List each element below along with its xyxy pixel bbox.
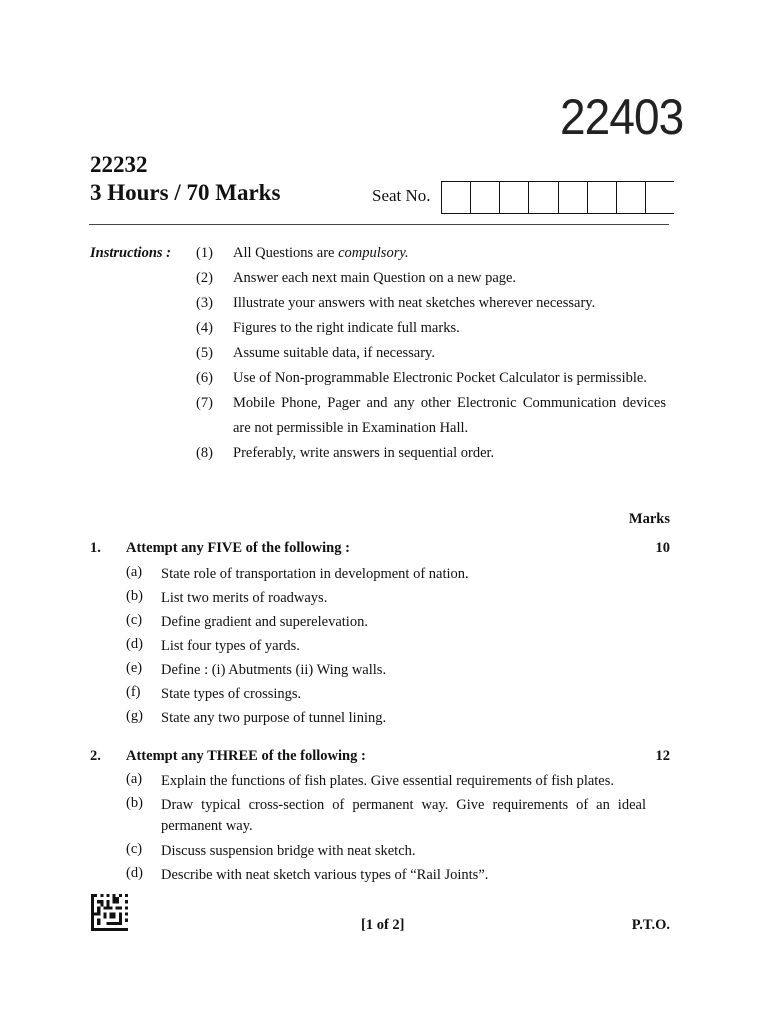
header-divider — [89, 224, 669, 225]
seat-digit-box[interactable] — [558, 182, 587, 213]
seat-digit-box[interactable] — [499, 182, 528, 213]
instruction-number: (5) — [196, 345, 213, 361]
sub-question — [126, 564, 646, 588]
sub-question-letter: (f) — [126, 684, 141, 700]
seat-digit-box[interactable] — [587, 182, 616, 213]
seat-number-boxes[interactable] — [441, 181, 674, 214]
sub-question-text: State any two purpose of tunnel lining. — [161, 710, 387, 726]
instruction-number: (2) — [196, 270, 213, 286]
subject-code: 22232 — [90, 152, 148, 177]
question-marks: 12 — [655, 748, 670, 764]
sub-question-letter: (c) — [126, 841, 143, 857]
instruction-text: Mobile Phone, Pager and any other Electronic Communication devices are not permissible in Examination Hall. — [233, 395, 666, 436]
sub-question-text: Draw typical cross-section of permanent way. Give requirements of an ideal permanent way. — [161, 797, 646, 834]
paper-code: 22403 — [560, 89, 684, 145]
sub-question — [126, 795, 646, 841]
sub-question-letter: (e) — [126, 660, 143, 676]
sub-question-text: Describe with neat sketch various types of “Rail Joints”. — [161, 867, 489, 883]
sub-question-text: Define gradient and superelevation. — [161, 614, 368, 630]
please-turn-over: P.T.O. — [631, 917, 670, 933]
instruction-text: Assume suitable data, if necessary. — [233, 345, 435, 361]
instruction-item — [196, 395, 666, 445]
instruction-number: (1) — [196, 245, 213, 261]
question-number: 1. — [90, 540, 101, 556]
sub-question-letter: (b) — [126, 588, 143, 604]
instruction-number: (8) — [196, 445, 213, 461]
sub-question-text: Explain the functions of fish plates. Give essential requirements of fish plates. — [161, 773, 615, 789]
marks-column-heading: Marks — [628, 511, 670, 527]
datamatrix-code-icon — [91, 894, 128, 931]
sub-question — [126, 660, 646, 684]
sub-question-letter: (b) — [126, 795, 143, 811]
sub-question-letter: (c) — [126, 612, 143, 628]
sub-question — [126, 771, 646, 795]
sub-question — [126, 612, 646, 636]
sub-question — [126, 684, 646, 708]
instruction-number: (4) — [196, 320, 213, 336]
instruction-text-emphasis: compulsory. — [338, 245, 409, 261]
sub-question-letter: (g) — [126, 708, 143, 724]
sub-question-list — [126, 771, 646, 889]
instruction-text: Figures to the right indicate full marks. — [233, 320, 460, 336]
seat-number-label: Seat No. — [372, 186, 431, 205]
instruction-text: Illustrate your answers with neat sketches wherever necessary. — [233, 295, 596, 311]
question-heading — [90, 540, 670, 557]
question-marks: 10 — [655, 540, 670, 556]
instruction-number: (7) — [196, 395, 213, 411]
sub-question-letter: (d) — [126, 865, 143, 881]
sub-question — [126, 865, 646, 889]
seat-digit-box[interactable] — [528, 182, 557, 213]
instructions-list — [196, 245, 666, 470]
seat-digit-box[interactable] — [616, 182, 645, 213]
sub-question — [126, 588, 646, 612]
instruction-text: Use of Non-programmable Electronic Pocket Calculator is permissible. — [233, 370, 647, 386]
sub-question-letter: (a) — [126, 564, 143, 580]
sub-question-text: List two merits of roadways. — [161, 590, 328, 606]
question-heading — [90, 748, 670, 765]
sub-question-text: Define : (i) Abutments (ii) Wing walls. — [161, 662, 387, 678]
sub-question-text: List four types of yards. — [161, 638, 300, 654]
seat-digit-box[interactable] — [645, 182, 674, 213]
instruction-number: (3) — [196, 295, 213, 311]
question-title: Attempt any FIVE of the following : — [126, 540, 350, 556]
instruction-text — [233, 241, 666, 266]
instruction-text: Answer each next main Question on a new page. — [233, 270, 517, 286]
instruction-text-plain: All Questions are — [233, 245, 339, 261]
instruction-item — [196, 445, 666, 470]
seat-digit-box[interactable] — [441, 182, 470, 213]
duration-marks: 3 Hours / 70 Marks — [90, 180, 281, 205]
sub-question-text: Discuss suspension bridge with neat sketch. — [161, 843, 416, 859]
sub-question-letter: (d) — [126, 636, 143, 652]
sub-question — [126, 841, 646, 865]
instructions-label: Instructions : — [90, 245, 171, 261]
sub-question-text: State types of crossings. — [161, 686, 302, 702]
seat-digit-box[interactable] — [470, 182, 499, 213]
instruction-text: Preferably, write answers in sequential order. — [233, 445, 495, 461]
question-number: 2. — [90, 748, 101, 764]
question-title: Attempt any THREE of the following : — [126, 748, 366, 764]
sub-question-letter: (a) — [126, 771, 143, 787]
page-number: [1 of 2] — [361, 917, 405, 933]
sub-question-text: State role of transportation in development of nation. — [161, 566, 469, 582]
sub-question — [126, 636, 646, 660]
instruction-number: (6) — [196, 370, 213, 386]
sub-question — [126, 708, 646, 732]
sub-question-list — [126, 564, 646, 732]
